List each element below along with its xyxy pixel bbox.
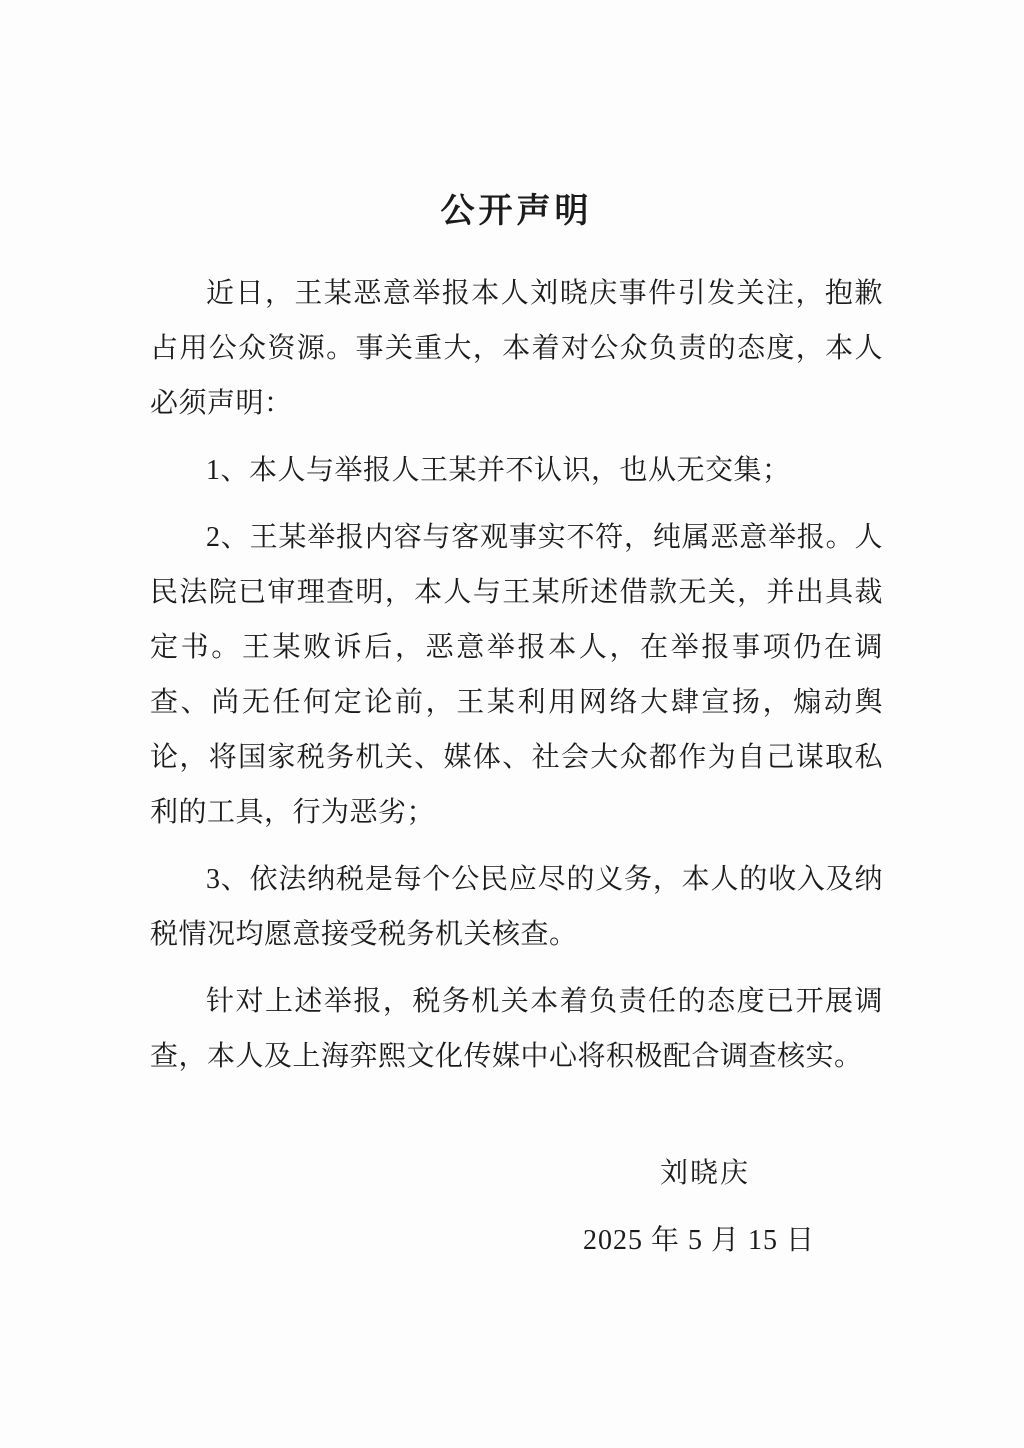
document-title: 公开声明	[440, 193, 593, 230]
statement-item-1: 1、本人与举报人王某并不认识，也从无交集；	[206, 455, 791, 486]
statement-item-2: 2、王某举报内容与客观事实不符，纯属恶意举报。人民法院已审理查明，本人与王某所述借款无关，并出具裁定书。王某败诉后，恶意举报本人，在举报事项仍在调查、尚无任何定论前，王某利用网络大肆宣扬，煽动舆论，将国家税务机关、媒体、社会大众都作为自己谋取私利的工具，行为恶劣；	[150, 522, 883, 828]
closing-paragraph: 针对上述举报，税务机关本着负责任的态度已开展调查，本人及上海弈熙文化传媒中心将积极配合调查核实。	[150, 986, 883, 1072]
opening-paragraph: 近日，王某恶意举报本人刘晓庆事件引发关注，抱歉占用公众资源。事关重大，本着对公众负责的态度，本人必须声明：	[150, 278, 883, 419]
signature-block	[150, 1146, 883, 1268]
signature-date: 2025 年 5 月 15 日	[582, 1225, 815, 1256]
signature-name: 刘晓庆	[659, 1158, 750, 1189]
statement-item-3: 3、依法纳税是每个公民应尽的义务，本人的收入及纳税情况均愿意接受税务机关核查。	[150, 864, 883, 950]
